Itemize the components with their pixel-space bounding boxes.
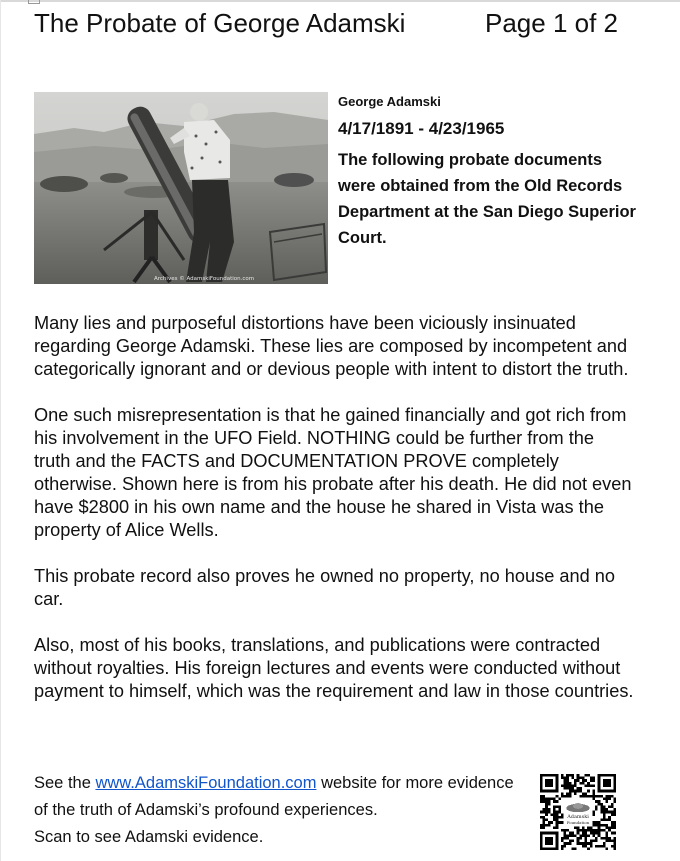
page-number: Page 1 of 2	[485, 8, 618, 38]
footer-line	[34, 770, 514, 824]
footer-scan-text: Scan to see Adamski evidence.	[34, 828, 264, 846]
photo-caption: Archives © AdamskiFoundation.com	[154, 276, 255, 282]
body-text	[34, 312, 634, 726]
body-paragraph: Many lies and purposeful distortions have been viciously insinuated regarding George Adamski. These lies are composed by incompetent and categorically ignorant and or devious people with intent to distort the truth.	[34, 313, 629, 379]
adamski-foundation-link[interactable]: www.AdamskiFoundation.com	[95, 774, 317, 792]
qr-code[interactable]	[540, 774, 616, 850]
body-paragraph: One such misrepresentation is that he gained financially and got rich from his involvement in the UFO Field. NOTHING could be further from the truth and the FACTS and DOCUMENTATION PROVE completely otherwise. Shown here is from his probate after his death. He did not even have $2800 in his own name and the house he shared in Vista was the property of Alice Wells.	[34, 405, 632, 540]
qr-label-line1: Adamski	[567, 814, 589, 821]
qr-finder-top-right	[598, 774, 616, 792]
bio-panel	[338, 92, 638, 251]
body-paragraph: This probate record also proves he owned no property, no house and no car.	[34, 566, 616, 609]
page-corner-mark	[28, 0, 40, 4]
qr-label-line2: Foundation	[566, 819, 590, 825]
body-paragraph: Also, most of his books, translations, and publications were contracted without royalties. His foreign lectures and events were conducted without payment to himself, which was the requirement and law in those countries.	[34, 635, 634, 701]
page-top-edge	[0, 0, 680, 2]
footer-suffix: website for more evidence of the truth of Adamski’s profound experiences.	[34, 774, 514, 819]
document-title: The Probate of George Adamski	[34, 8, 406, 38]
qr-finder-bottom-left	[540, 832, 558, 850]
qr-finder-top-left	[540, 774, 558, 792]
bio-name: George Adamski	[338, 94, 441, 109]
footer-prefix: See the	[34, 774, 96, 792]
page-left-edge	[0, 0, 1, 861]
footer	[34, 770, 514, 851]
bio-note: The following probate documents were obtained from the Old Records Department at the San Diego Superior Court.	[338, 151, 636, 247]
document-header	[34, 8, 624, 44]
adamski-telescope-photo	[34, 92, 328, 284]
bio-dates: 4/17/1891 - 4/23/1965	[338, 119, 505, 138]
qr-center-logo	[566, 803, 590, 825]
